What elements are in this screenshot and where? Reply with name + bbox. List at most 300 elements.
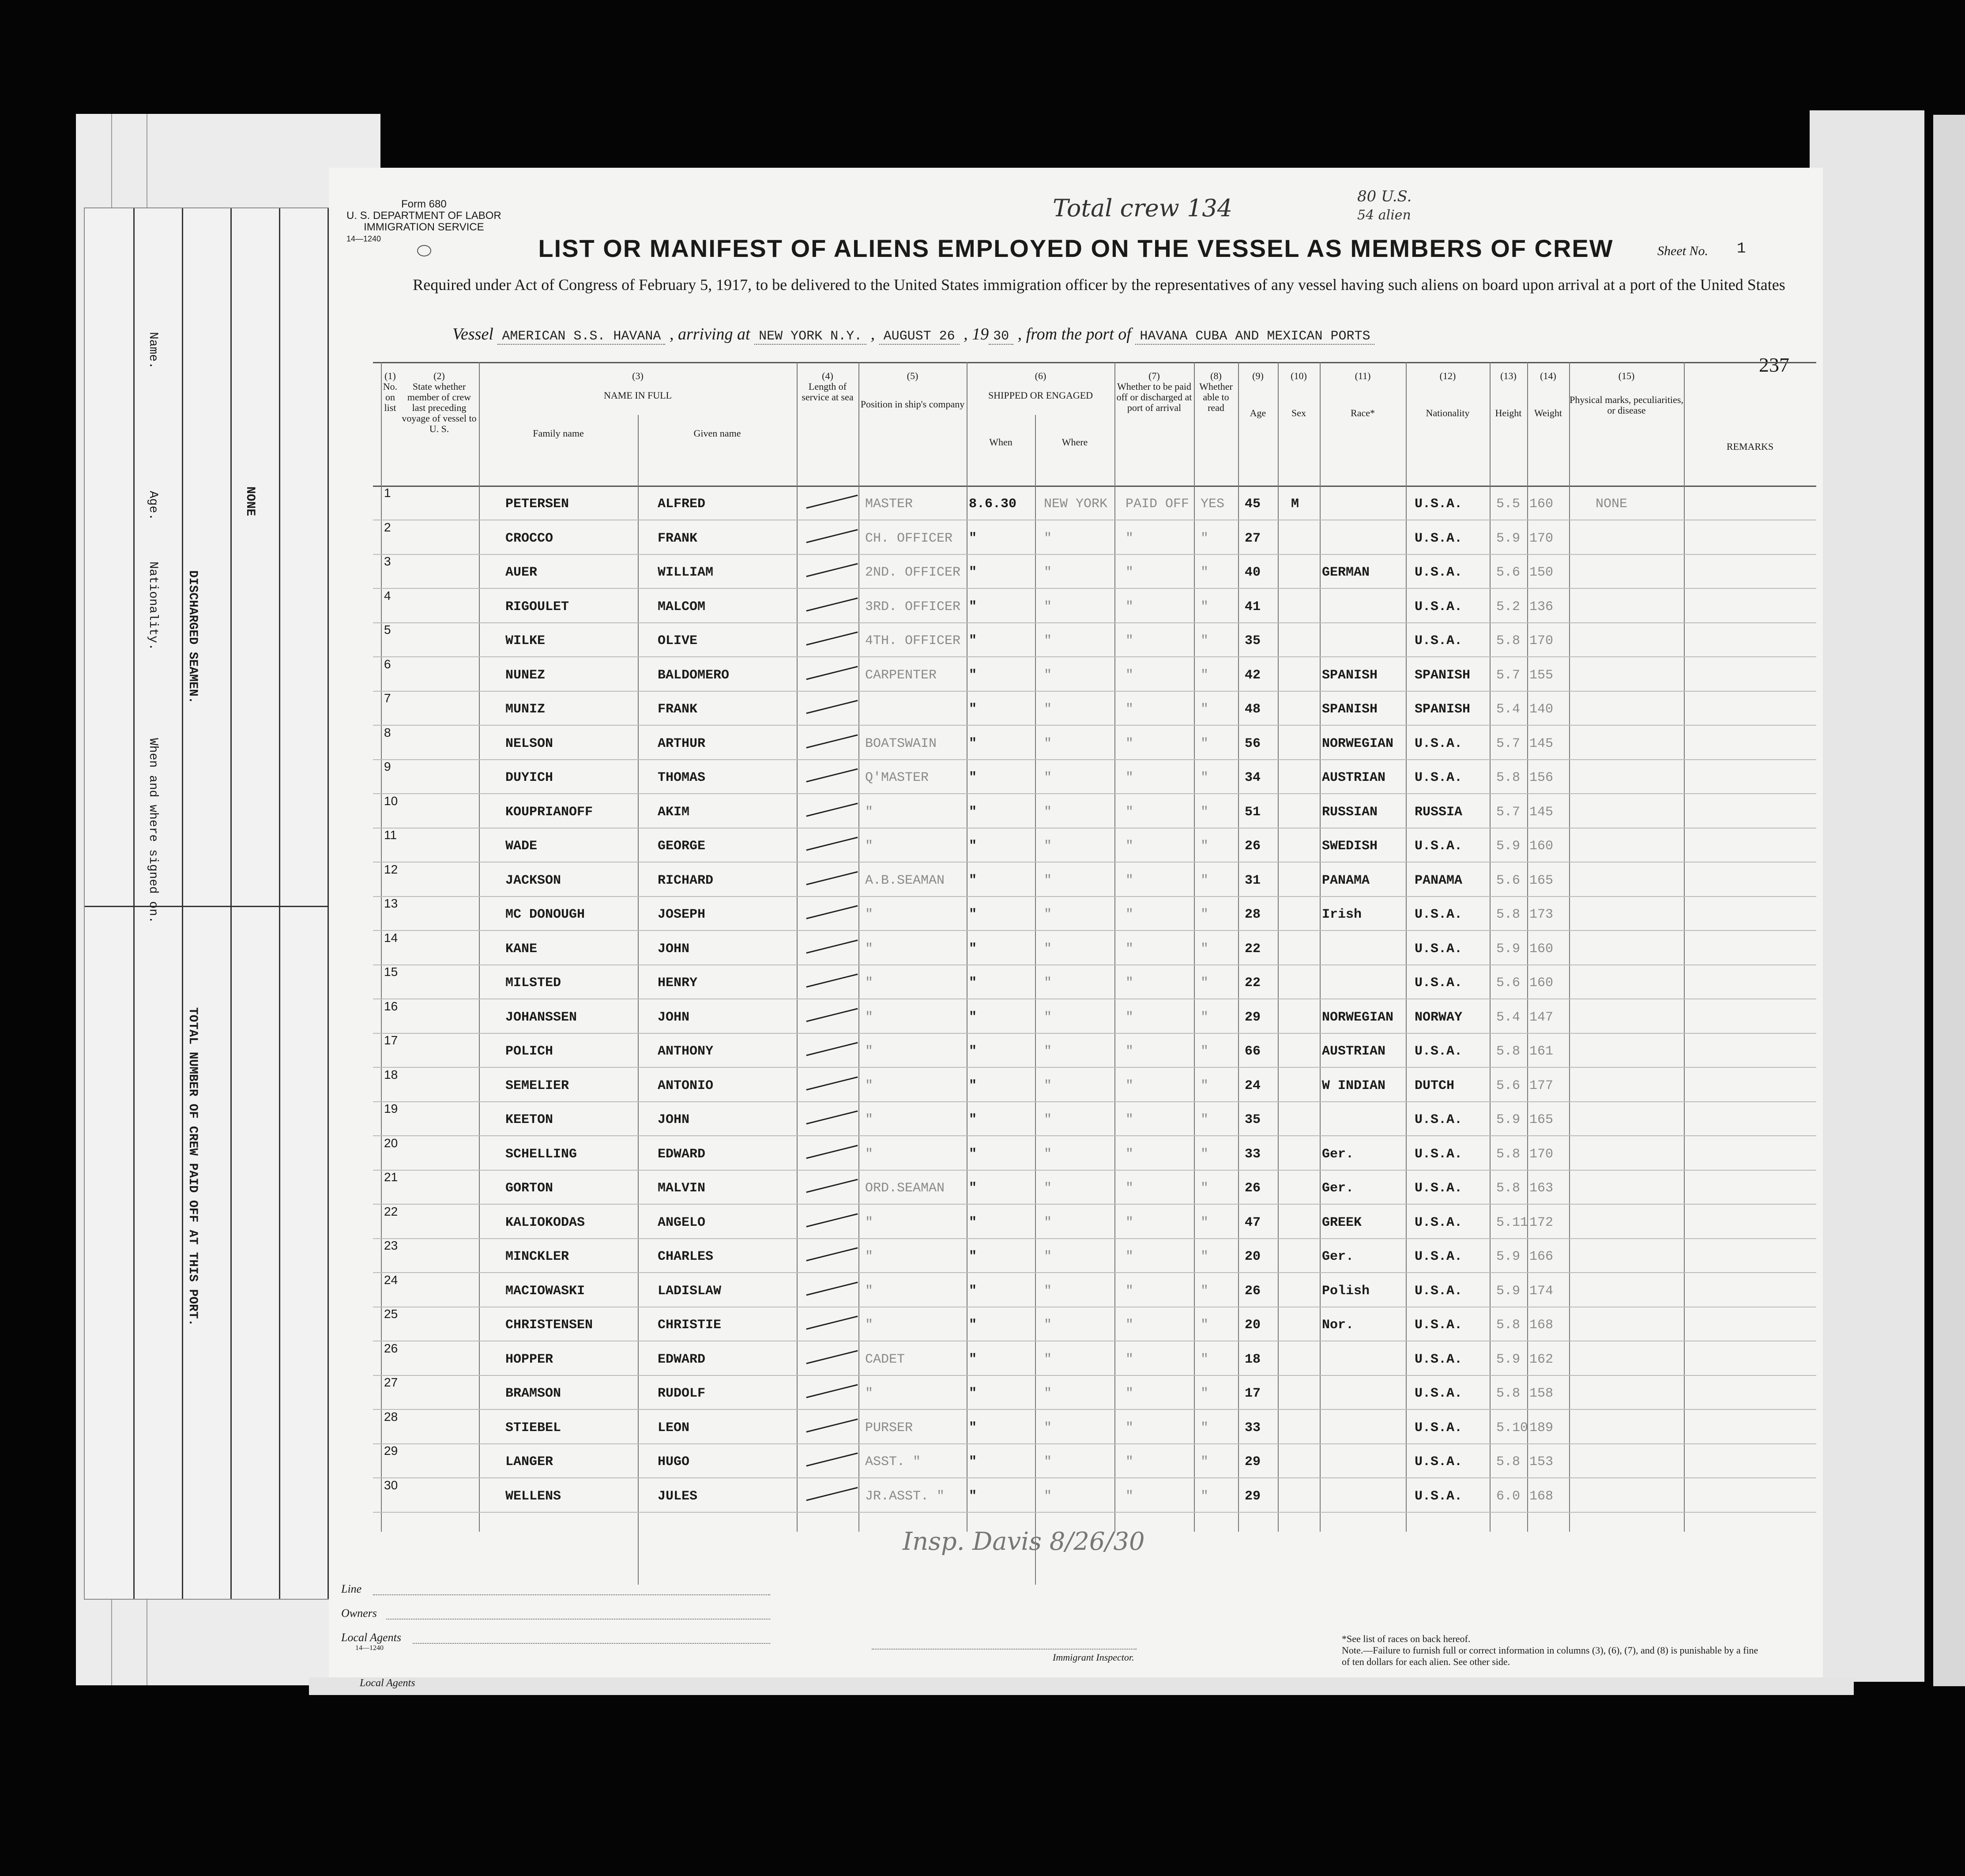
position-cell: CARPENTER [865, 667, 937, 683]
weight-cell: 170 [1529, 633, 1554, 648]
height-cell: 5.8 [1496, 1146, 1521, 1162]
race-cell: PANAMA [1322, 873, 1370, 888]
nationality-cell: U.S.A. [1415, 1146, 1463, 1162]
position-cell: " [865, 1010, 873, 1025]
footer-line-label: Line [341, 1582, 362, 1595]
shipped-when-cell: " [969, 1010, 977, 1025]
row-number: 17 [384, 1033, 398, 1047]
row-number: 10 [384, 794, 398, 808]
given-name-cell: JULES [658, 1488, 698, 1504]
age-cell: 42 [1245, 667, 1261, 683]
able-to-read-cell: " [1201, 976, 1209, 991]
races-note: *See list of races on back hereof. [1342, 1633, 1471, 1644]
weight-cell: 145 [1529, 736, 1554, 751]
nationality-cell: U.S.A. [1415, 736, 1463, 751]
arrival-date: AUGUST 26 [879, 329, 960, 345]
given-name-cell: JOHN [658, 941, 690, 957]
service-check-mark [806, 632, 858, 646]
given-name-cell: JOSEPH [658, 907, 706, 922]
col6-where-header: Where [1062, 437, 1088, 448]
position-cell: " [865, 1249, 873, 1264]
paid-off-cell: " [1126, 1215, 1134, 1230]
age-cell: 20 [1245, 1249, 1261, 1264]
position-cell: CADET [865, 1352, 905, 1367]
col10-header: (10) Sex [1291, 370, 1307, 418]
given-name-cell: LEON [658, 1420, 690, 1435]
shipped-when-cell: " [969, 1420, 977, 1435]
nationality-cell: U.S.A. [1415, 1181, 1463, 1196]
col3-given-header: Given name [693, 428, 741, 439]
nationality-cell: U.S.A. [1415, 599, 1463, 614]
family-name-cell: CHRISTENSEN [505, 1318, 593, 1333]
able-to-read-cell: " [1201, 1215, 1209, 1230]
service-check-mark [806, 1145, 858, 1159]
weight-cell: 161 [1529, 1044, 1554, 1059]
service-check-mark [806, 1008, 858, 1022]
able-to-read-cell: " [1201, 839, 1209, 854]
family-name-cell: STIEBEL [505, 1420, 561, 1435]
given-name-cell: JOHN [658, 1112, 690, 1127]
family-name-cell: JACKSON [505, 873, 561, 888]
nationality-cell: U.S.A. [1415, 1283, 1463, 1299]
position-cell: ASST. " [865, 1454, 921, 1469]
age-cell: 51 [1245, 804, 1261, 820]
arriving-label: , arriving at [669, 325, 750, 343]
weight-cell: 160 [1529, 976, 1554, 991]
family-name-cell: NUNEZ [505, 667, 546, 683]
shipped-when-cell: " [969, 1249, 977, 1264]
shipped-when-cell: " [969, 599, 977, 614]
position-cell: " [865, 1146, 873, 1162]
age-cell: 28 [1245, 907, 1261, 922]
age-cell: 29 [1245, 1010, 1261, 1025]
shipped-where-cell: NEW YORK [1044, 497, 1108, 512]
shipped-when-cell: " [969, 1318, 977, 1333]
footer-local-agents-label: Local Agents [341, 1631, 402, 1644]
weight-cell: 156 [1529, 770, 1554, 785]
weight-cell: 168 [1529, 1318, 1554, 1333]
col4-header: (4) Length of service at sea [802, 370, 854, 403]
paid-off-cell: " [1126, 1386, 1134, 1401]
height-cell: 5.8 [1496, 770, 1521, 785]
height-cell: 5.4 [1496, 1010, 1521, 1025]
weight-cell: 158 [1529, 1386, 1554, 1401]
position-cell: " [865, 1318, 873, 1333]
height-cell: 5.8 [1496, 1454, 1521, 1469]
row-number: 6 [384, 657, 391, 671]
height-cell: 5.6 [1496, 873, 1521, 888]
age-cell: 24 [1245, 1078, 1261, 1093]
position-cell: " [865, 1112, 873, 1127]
shipped-where-cell: " [1044, 1181, 1052, 1196]
family-name-cell: JOHANSSEN [505, 1010, 577, 1025]
weight-cell: 168 [1529, 1488, 1554, 1504]
sheet-number-label: Sheet No. [1657, 244, 1708, 258]
paid-off-cell: " [1126, 770, 1134, 785]
weight-cell: 172 [1529, 1215, 1554, 1230]
footer-print-code: 14—1240 [355, 1644, 384, 1652]
able-to-read-cell: " [1201, 1078, 1209, 1093]
paid-off-cell: " [1126, 736, 1134, 751]
shipped-when-cell: " [969, 941, 977, 957]
nationality-cell: U.S.A. [1415, 941, 1463, 957]
given-name-cell: OLIVE [658, 633, 698, 648]
service-check-mark [806, 974, 858, 988]
shipped-where-cell: " [1044, 804, 1052, 820]
able-to-read-cell: " [1201, 941, 1209, 957]
shipped-when-cell: " [969, 1112, 977, 1127]
page-number: 237 [1759, 354, 1789, 376]
race-cell: GREEK [1322, 1215, 1362, 1230]
paid-off-cell: " [1126, 667, 1134, 683]
age-cell: 20 [1245, 1318, 1261, 1333]
position-cell: " [865, 1283, 873, 1299]
able-to-read-cell: " [1201, 1488, 1209, 1504]
height-cell: 5.2 [1496, 599, 1521, 614]
weight-cell: 170 [1529, 1146, 1554, 1162]
service-check-mark [806, 666, 858, 680]
given-name-cell: MALVIN [658, 1181, 706, 1196]
weight-cell: 189 [1529, 1420, 1554, 1435]
physical-marks-cell: NONE [1596, 497, 1628, 512]
us-count-annotation: 80 U.S. [1357, 188, 1412, 205]
age-cell: 22 [1245, 976, 1261, 991]
race-cell: Nor. [1322, 1318, 1354, 1333]
able-to-read-cell: " [1201, 1044, 1209, 1059]
paid-off-cell: " [1126, 1112, 1134, 1127]
shipped-when-cell: " [969, 907, 977, 922]
shipped-when-cell: " [969, 1146, 977, 1162]
weight-cell: 165 [1529, 873, 1554, 888]
age-cell: 34 [1245, 770, 1261, 785]
able-to-read-cell: " [1201, 1112, 1209, 1127]
shipped-where-cell: " [1044, 1112, 1052, 1127]
race-cell: SPANISH [1322, 702, 1378, 717]
shipped-where-cell: " [1044, 736, 1052, 751]
shipped-when-cell: " [969, 1488, 977, 1504]
given-name-cell: MALCOM [658, 599, 706, 614]
paid-off-cell: " [1126, 1249, 1134, 1264]
col7-header: (7) Whether to be paid off or discharged at port of arrival [1116, 370, 1192, 413]
height-cell: 5.9 [1496, 531, 1521, 546]
race-cell: NORWEGIAN [1322, 1010, 1394, 1025]
position-cell: PURSER [865, 1420, 913, 1435]
paid-off-cell: " [1126, 531, 1134, 546]
service-check-mark [806, 563, 858, 577]
height-cell: 5.6 [1496, 1078, 1521, 1093]
able-to-read-cell: " [1201, 1454, 1209, 1469]
row-number: 9 [384, 760, 391, 773]
row-number: 5 [384, 623, 391, 637]
nationality-cell: U.S.A. [1415, 839, 1463, 854]
service-check-mark [806, 1213, 858, 1227]
family-name-cell: SCHELLING [505, 1146, 577, 1162]
nationality-cell: U.S.A. [1415, 907, 1463, 922]
family-name-cell: MACIOWASKI [505, 1283, 585, 1299]
family-name-cell: AUER [505, 565, 538, 580]
able-to-read-cell: " [1201, 633, 1209, 648]
family-name-cell: DUYICH [505, 770, 553, 785]
paid-off-cell: " [1126, 1044, 1134, 1059]
nationality-cell: U.S.A. [1415, 1352, 1463, 1367]
given-name-cell: BALDOMERO [658, 667, 730, 683]
position-cell: Q'MASTER [865, 770, 929, 785]
height-cell: 5.10 [1496, 1420, 1528, 1435]
service-check-mark [806, 1316, 858, 1330]
col5-header: (5) Position in ship's company [860, 370, 965, 410]
weight-cell: 174 [1529, 1283, 1554, 1299]
race-cell: Polish [1322, 1283, 1370, 1299]
shipped-where-cell: " [1044, 565, 1052, 580]
weight-cell: 136 [1529, 599, 1554, 614]
year-prefix: 19 [972, 325, 989, 343]
race-cell: Ger. [1322, 1146, 1354, 1162]
weight-cell: 153 [1529, 1454, 1554, 1469]
penalty-note: Note.—Failure to furnish full or correct information in columns (3), (6), (7), and (8) is punishable by a fine of ten dollars for each alien. See other side. [1342, 1645, 1758, 1667]
col11-header: (11) Race* [1351, 370, 1375, 418]
service-check-mark [806, 1281, 858, 1296]
service-check-mark [806, 1042, 858, 1056]
row-number: 11 [384, 828, 397, 842]
manifest-title: LIST OR MANIFEST OF ALIENS EMPLOYED ON THE VESSEL AS MEMBERS OF CREW [538, 234, 1614, 262]
nationality-cell: U.S.A. [1415, 1318, 1463, 1333]
col1-header: (1) No. on list [383, 370, 398, 413]
shipped-where-cell: " [1044, 1386, 1052, 1401]
side-age-label: Age. [146, 491, 160, 521]
shipped-when-cell: " [969, 565, 977, 580]
paid-off-cell: " [1126, 1010, 1134, 1025]
row-number: 22 [384, 1204, 398, 1218]
shipped-where-cell: " [1044, 907, 1052, 922]
given-name-cell: LADISLAW [658, 1283, 722, 1299]
shipped-where-cell: " [1044, 1454, 1052, 1469]
shipped-when-cell: " [969, 1352, 977, 1367]
family-name-cell: RIGOULET [505, 599, 569, 614]
height-cell: 5.7 [1496, 667, 1521, 683]
service-check-mark [806, 802, 858, 817]
age-cell: 26 [1245, 1181, 1261, 1196]
height-cell: 5.9 [1496, 1249, 1521, 1264]
service-check-mark [806, 837, 858, 851]
able-to-read-cell: " [1201, 565, 1209, 580]
service: IMMIGRATION SERVICE [364, 221, 484, 233]
right-underlying-sheet [1810, 110, 1924, 1682]
age-cell: 31 [1245, 873, 1261, 888]
given-name-cell: THOMAS [658, 770, 706, 785]
able-to-read-cell: " [1201, 1420, 1209, 1435]
family-name-cell: GORTON [505, 1181, 553, 1196]
nationality-cell: U.S.A. [1415, 497, 1463, 512]
paid-off-cell: " [1126, 1420, 1134, 1435]
col6-header: (6) SHIPPED OR ENGAGED [988, 370, 1093, 401]
shipped-when-cell: " [969, 1386, 977, 1401]
shipped-when-cell: " [969, 1215, 977, 1230]
given-name-cell: FRANK [658, 531, 698, 546]
position-cell: " [865, 1044, 873, 1059]
family-name-cell: WILKE [505, 633, 546, 648]
weight-cell: 177 [1529, 1078, 1554, 1093]
shipped-where-cell: " [1044, 941, 1052, 957]
shipped-where-cell: " [1044, 976, 1052, 991]
position-cell: JR.ASST. " [865, 1488, 945, 1504]
able-to-read-cell: YES [1201, 497, 1225, 512]
row-number: 3 [384, 554, 391, 568]
shipped-when-cell: " [969, 633, 977, 648]
vessel-label: Vessel [452, 325, 493, 343]
row-number: 20 [384, 1136, 398, 1150]
paid-off-cell: " [1126, 839, 1134, 854]
age-cell: 35 [1245, 1112, 1261, 1127]
age-cell: 29 [1245, 1454, 1261, 1469]
row-number: 25 [384, 1307, 398, 1321]
family-name-cell: CROCCO [505, 531, 553, 546]
row-number: 26 [384, 1341, 398, 1355]
able-to-read-cell: " [1201, 667, 1209, 683]
remarks-header: REMARKS [1726, 441, 1774, 452]
col3-family-header: Family name [533, 428, 584, 439]
col3-header: (3) NAME IN FULL [604, 370, 672, 401]
weight-cell: 140 [1529, 702, 1554, 717]
age-cell: 47 [1245, 1215, 1261, 1230]
height-cell: 5.7 [1496, 736, 1521, 751]
row-number: 21 [384, 1170, 398, 1184]
arriving-port: NEW YORK N.Y. [754, 329, 866, 345]
paid-off-cell: " [1126, 702, 1134, 717]
footer-owners-label: Owners [341, 1607, 377, 1620]
row-number: 29 [384, 1444, 398, 1458]
age-cell: 29 [1245, 1488, 1261, 1504]
from-label: , from the port of [1017, 325, 1131, 343]
col12-header: (12) Nationality [1426, 370, 1470, 418]
weight-cell: 163 [1529, 1181, 1554, 1196]
shipped-where-cell: " [1044, 1420, 1052, 1435]
paid-off-cell: " [1126, 941, 1134, 957]
position-cell: CH. OFFICER [865, 531, 953, 546]
race-cell: GERMAN [1322, 565, 1370, 580]
given-name-cell: CHARLES [658, 1249, 714, 1264]
able-to-read-cell: " [1201, 1249, 1209, 1264]
row-number: 14 [384, 930, 398, 945]
family-name-cell: MINCKLER [505, 1249, 569, 1264]
vessel-name: AMERICAN S.S. HAVANA [497, 329, 665, 345]
family-name-cell: WADE [505, 839, 538, 854]
position-cell: MASTER [865, 497, 913, 512]
inspector-signature: Insp. Davis 8/26/30 [903, 1527, 1145, 1556]
shipped-where-cell: " [1044, 1146, 1052, 1162]
row-number: 18 [384, 1067, 398, 1081]
able-to-read-cell: " [1201, 1318, 1209, 1333]
nationality-cell: SPANISH [1415, 702, 1471, 717]
paid-off-cell: " [1126, 804, 1134, 820]
age-cell: 18 [1245, 1352, 1261, 1367]
age-cell: 45 [1245, 497, 1261, 512]
paid-off-cell: " [1126, 1352, 1134, 1367]
shipped-where-cell: " [1044, 1488, 1052, 1504]
family-name-cell: HOPPER [505, 1352, 553, 1367]
weight-cell: 160 [1529, 497, 1554, 512]
race-cell: NORWEGIAN [1322, 736, 1394, 751]
shipped-when-cell: " [969, 873, 977, 888]
paid-off-cell: " [1126, 1078, 1134, 1093]
shipped-when-cell: " [969, 1078, 977, 1093]
race-cell: SPANISH [1322, 667, 1378, 683]
col13-header: (13) Height [1495, 370, 1522, 418]
side-signed-label: When and where signed on. [146, 738, 160, 924]
age-cell: 26 [1245, 1283, 1261, 1299]
age-cell: 17 [1245, 1386, 1261, 1401]
position-cell: 3RD. OFFICER [865, 599, 961, 614]
row-number: 4 [384, 588, 391, 603]
weight-cell: 145 [1529, 804, 1554, 820]
department: U. S. DEPARTMENT OF LABOR [346, 210, 501, 222]
age-cell: 22 [1245, 941, 1261, 957]
weight-cell: 147 [1529, 1010, 1554, 1025]
age-cell: 33 [1245, 1146, 1261, 1162]
col14-header: (14) Weight [1534, 370, 1562, 418]
row-number: 28 [384, 1409, 398, 1424]
paid-off-cell: " [1126, 1488, 1134, 1504]
inspector-label: Immigrant Inspector. [1053, 1652, 1134, 1663]
nationality-cell: U.S.A. [1415, 1420, 1463, 1435]
lower-local-agents-label: Local Agents [360, 1677, 415, 1689]
position-cell: " [865, 1215, 873, 1230]
shipped-where-cell: " [1044, 1352, 1052, 1367]
service-check-mark [806, 1384, 858, 1398]
shipped-when-cell: " [969, 667, 977, 683]
service-check-mark [806, 1418, 858, 1432]
position-cell: " [865, 976, 873, 991]
shipped-when-cell: 8.6.30 [969, 497, 1017, 512]
given-name-cell: FRANK [658, 702, 698, 717]
weight-cell: 155 [1529, 667, 1554, 683]
shipped-when-cell: " [969, 839, 977, 854]
race-cell: AUSTRIAN [1322, 1044, 1386, 1059]
total-crew-annotation: Total crew 134 [1053, 194, 1233, 222]
height-cell: 5.9 [1496, 1112, 1521, 1127]
service-check-mark [806, 871, 858, 885]
shipped-when-cell: " [969, 1044, 977, 1059]
service-check-mark [806, 1487, 858, 1501]
able-to-read-cell: " [1201, 1283, 1209, 1299]
able-to-read-cell: " [1201, 531, 1209, 546]
col15-header: (15) Physical marks, peculiarities, or disease [1570, 370, 1683, 416]
family-name-cell: KALIOKODAS [505, 1215, 585, 1230]
row-number: 8 [384, 725, 391, 739]
print-code: 14—1240 [346, 234, 381, 243]
shipped-where-cell: " [1044, 1010, 1052, 1025]
nationality-cell: U.S.A. [1415, 633, 1463, 648]
family-name-cell: NELSON [505, 736, 553, 751]
sheet-number-value: 1 [1737, 241, 1746, 257]
row-number: 24 [384, 1273, 398, 1287]
family-name-cell: KEETON [505, 1112, 553, 1127]
shipped-where-cell: " [1044, 873, 1052, 888]
height-cell: 5.9 [1496, 941, 1521, 957]
able-to-read-cell: " [1201, 804, 1209, 820]
paid-off-cell: " [1126, 1283, 1134, 1299]
weight-cell: 165 [1529, 1112, 1554, 1127]
shipped-where-cell: " [1044, 1215, 1052, 1230]
age-cell: 35 [1245, 633, 1261, 648]
height-cell: 5.8 [1496, 1318, 1521, 1333]
far-right-sheet-edge [1933, 115, 1965, 1686]
family-name-cell: MILSTED [505, 976, 561, 991]
height-cell: 5.11 [1496, 1215, 1528, 1230]
form-number: Form 680 [401, 198, 447, 210]
position-cell: " [865, 1386, 873, 1401]
shipped-when-cell: " [969, 1283, 977, 1299]
shipped-where-cell: " [1044, 702, 1052, 717]
